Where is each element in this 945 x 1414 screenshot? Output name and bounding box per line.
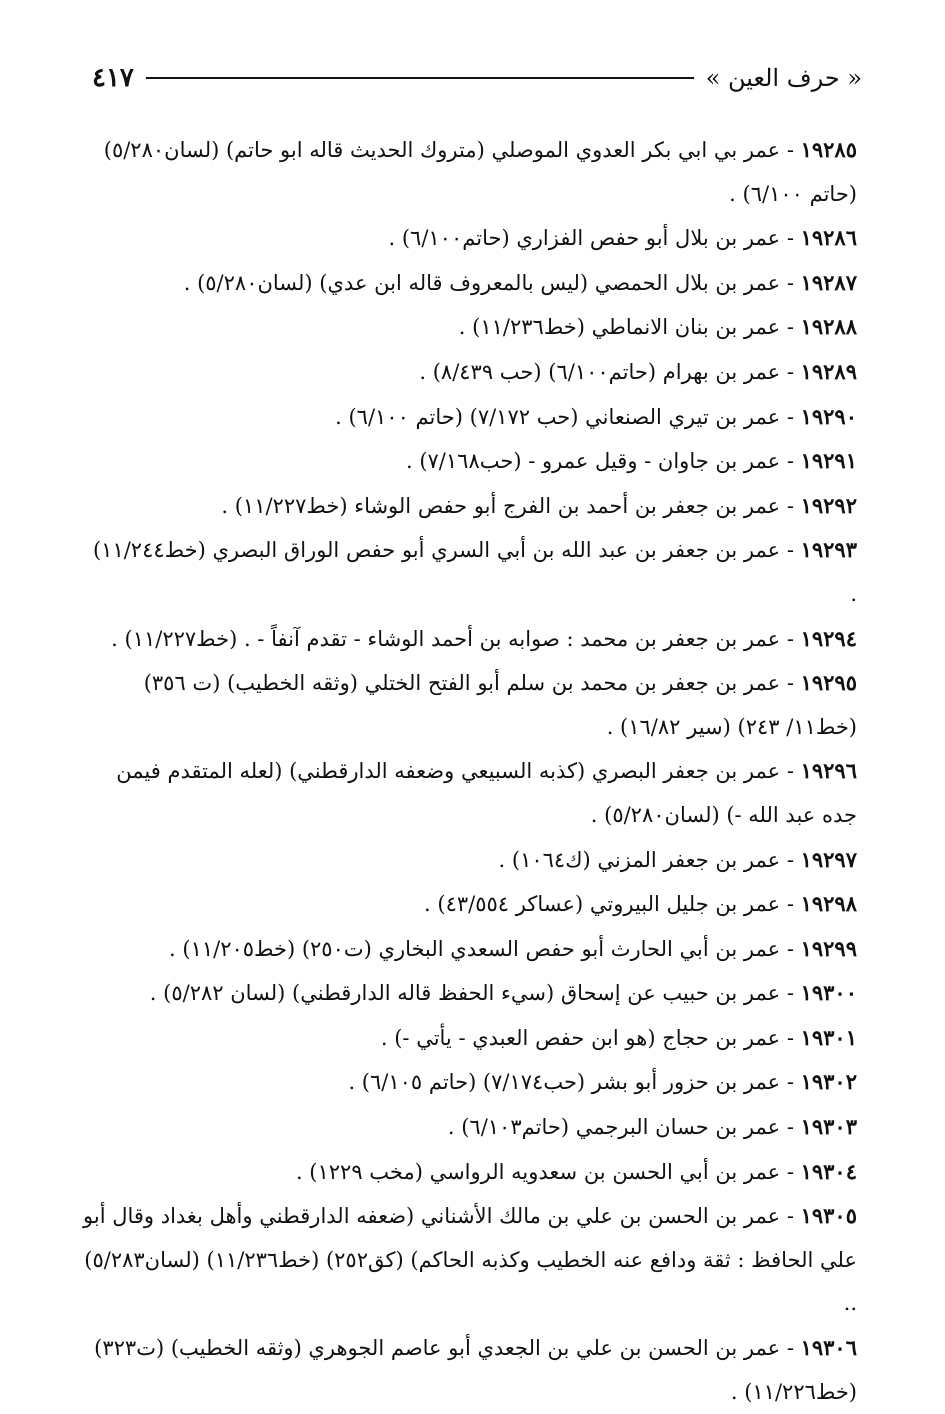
entry-text: عمر بن الحسن بن علي بن مالك الأشناني (ضعفه الدارقطني وأهل بغداد وقال أبو علي الحافظ : ثقة ودافع عنه الخطيب وكذبه الحاكم) (كق٢٥٢) (خط١١/٢٣٦) (لسان٥/٢٨٣) .. [83,1204,857,1316]
entry-number: ١٩٣٠٤ [800,1158,857,1184]
list-item: ١٩٢٩٣ - عمر بن جعفر بن عبد الله بن أبي السري أبو حفص الوراق البصري (خط١١/٢٤٤) . [92,537,857,606]
entry-number: ١٩٢٨٦ [800,225,857,251]
list-item: ١٩٢٩٦ - عمر بن جعفر البصري (كذبه السبيعي وضعفه الدارقطني) (لعله المتقدم فيمن جده عبد الله -) (لسان٥/٢٨٠) . [116,758,857,827]
entry-number: ١٩٣٠٦ [800,1335,857,1361]
entry-text: عمر بن بلال أبو حفص الفزاري (حاتم٦/١٠٠) . [388,226,781,251]
entry-number: ١٩٢٨٧ [800,269,857,295]
entry-text: عمر بن حجاج (هو ابن حفص العبدي - يأتي -) . [380,1025,781,1050]
section-title: « حرف العين » [705,64,862,92]
list-item: ١٩٢٨٥ - عمر بي ابي بكر العدوي الموصلي (متروك الحديث قاله ابو حاتم) (لسان٥/٢٨٠) (حاتم ٦/١٠٠) . [103,137,857,206]
entry-text: عمر بن بلال الحمصي (ليس بالمعروف قاله ابن عدي) (لسان٥/٢٨٠) . [183,270,781,295]
entry-text: عمر بن جعفر بن محمد بن سلم أبو الفتح الختلي (وثقه الخطيب) (ت ٣٥٦) (خط١١/ ٢٤٣) (سير ١٦/٨٢) . [143,671,857,739]
entry-text: عمر بن حزور أبو بشر (حب٧/١٧٤) (حاتم ٦/١٠٥) . [348,1070,781,1095]
list-item: ١٩٣٠٢ - عمر بن حزور أبو بشر (حب٧/١٧٤) (حاتم ٦/١٠٥) . [348,1069,857,1095]
entry-text: عمر بن جعفر المزني (ك١٠٦٤) . [498,847,781,872]
entry-number: ١٩٢٩٦ [800,758,857,784]
list-item: ١٩٢٩٩ - عمر بن أبي الحارث أبو حفص السعدي البخاري (ت٢٥٠) (خط١١/٢٠٥) . [169,935,857,961]
list-item: ١٩٢٩٠ - عمر بن تيري الصنعاني (حب ٧/١٧٢) (حاتم ٦/١٠٠) . [335,403,857,429]
entry-number: ١٩٢٨٩ [800,358,857,384]
entry-number: ١٩٢٩٠ [800,403,857,429]
list-item: ١٩٢٩٥ - عمر بن جعفر بن محمد بن سلم أبو الفتح الختلي (وثقه الخطيب) (ت ٣٥٦) (خط١١/ ٢٤٣) (سير ١٦/٨٢) . [143,670,857,739]
entry-number: ١٩٢٩٢ [800,492,857,518]
entry-text: عمر بن حسان البرجمي (حاتم٦/١٠٣) . [447,1115,781,1140]
list-item: ١٩٣٠٦ - عمر بن الحسن بن علي بن الجعدي أبو عاصم الجوهري (وثقه الخطيب) (ت٣٢٣) (خط١١/٢٢٦) . [94,1335,857,1404]
list-item: ١٩٢٨٨ - عمر بن بنان الانماطي (خط١١/٢٣٦) . [458,314,857,340]
list-item: ١٩٣٠٥ - عمر بن الحسن بن علي بن مالك الأشناني (ضعفه الدارقطني وأهل بغداد وقال أبو علي الحافظ : ثقة ودافع عنه الخطيب وكذبه الحاكم) (كق٢٥٢) (خط١١/٢٣٦) (لسان٥/٢٨٣) .. [83,1203,857,1316]
entry-text: عمر بن أبي الحارث أبو حفص السعدي البخاري (ت٢٥٠) (خط١١/٢٠٥) . [169,936,781,961]
entry-number: ١٩٢٩٧ [800,846,857,872]
entry-number: ١٩٣٠٢ [800,1069,857,1095]
entry-text: عمر بن بهرام (حاتم٦/١٠٠) (حب ٨/٤٣٩) . [419,359,781,384]
entry-text: عمر بن جعفر بن محمد : صوابه بن أحمد الوشاء - تقدم آنفاً - . (خط١١/٢٢٧) . [111,626,781,651]
entry-text: عمر بن جاوان - وقيل عمرو - (حب٧/١٦٨) . [405,449,781,474]
entry-number: ١٩٣٠١ [800,1024,857,1050]
entry-number: ١٩٢٨٥ [800,137,857,162]
entry-text: عمر بن تيري الصنعاني (حب ٧/١٧٢) (حاتم ٦/١٠٠) . [335,404,781,429]
list-item: ١٩٢٨٩ - عمر بن بهرام (حاتم٦/١٠٠) (حب ٨/٤٣٩) . [419,358,857,384]
entry-text: عمر بن جليل البيروتي (عساكر ٤٣/٥٥٤) . [424,892,781,917]
entry-number: ١٩٢٩١ [800,448,857,474]
entry-number: ١٩٢٩٥ [800,670,857,696]
list-item: ١٩٢٩١ - عمر بن جاوان - وقيل عمرو - (حب٧/١٦٨) . [405,448,857,474]
list-item: ١٩٣٠١ - عمر بن حجاج (هو ابن حفص العبدي - يأتي -) . [380,1024,857,1050]
list-item: ١٩٢٨٦ - عمر بن بلال أبو حفص الفزاري (حاتم٦/١٠٠) . [388,225,857,251]
entry-text: عمر بي ابي بكر العدوي الموصلي (متروك الحديث قاله ابو حاتم) (لسان٥/٢٨٠) (حاتم ٦/١٠٠) . [103,138,857,206]
list-item: ١٩٣٠٣ - عمر بن حسان البرجمي (حاتم٦/١٠٣) . [447,1114,857,1140]
list-item: ١٩٢٨٧ - عمر بن بلال الحمصي (ليس بالمعروف قاله ابن عدي) (لسان٥/٢٨٠) . [183,269,857,295]
entries-list [82,128,857,1414]
entry-text: عمر بن أبي الحسن بن سعدويه الرواسي (مخب ١٢٢٩) . [295,1159,781,1184]
list-item: ١٩٢٩٤ - عمر بن جعفر بن محمد : صوابه بن أحمد الوشاء - تقدم آنفاً - . (خط١١/٢٢٧) . [111,625,857,651]
list-item: ١٩٣٠٠ - عمر بن حبيب عن إسحاق (سيء الحفظ قاله الدارقطني) (لسان ٥/٢٨٢) . [149,980,857,1006]
entry-number: ١٩٢٨٨ [800,314,857,340]
entry-number: ١٩٣٠٣ [800,1114,857,1140]
list-item: ١٩٢٩٢ - عمر بن جعفر بن أحمد بن الفرج أبو حفص الوشاء (خط١١/٢٢٧) . [221,492,857,518]
entry-number: ١٩٣٠٠ [800,980,857,1006]
list-item: ١٩٣٠٤ - عمر بن أبي الحسن بن سعدويه الرواسي (مخب ١٢٢٩) . [295,1158,857,1184]
list-item: ١٩٢٩٨ - عمر بن جليل البيروتي (عساكر ٤٣/٥٥٤) . [424,891,857,917]
entry-text: عمر بن جعفر البصري (كذبه السبيعي وضعفه الدارقطني) (لعله المتقدم فيمن جده عبد الله -) (لسان٥/٢٨٠) . [116,759,857,827]
entry-text: عمر بن حبيب عن إسحاق (سيء الحفظ قاله الدارقطني) (لسان ٥/٢٨٢) . [149,981,781,1006]
entry-text: عمر بن جعفر بن عبد الله بن أبي السري أبو حفص الوراق البصري (خط١١/٢٤٤) . [92,538,857,606]
entry-number: ١٩٣٠٥ [800,1203,857,1229]
list-item: ١٩٢٩٧ - عمر بن جعفر المزني (ك١٠٦٤) . [498,846,857,872]
entry-number: ١٩٢٩٩ [800,935,857,961]
page-header [92,58,862,98]
entry-number: ١٩٢٩٣ [800,537,857,563]
entry-text: عمر بن الحسن بن علي بن الجعدي أبو عاصم الجوهري (وثقه الخطيب) (ت٣٢٣) (خط١١/٢٢٦) . [94,1336,857,1404]
page-number: ٤١٧ [92,63,134,93]
entry-number: ١٩٢٩٨ [800,891,857,917]
entry-text: عمر بن بنان الانماطي (خط١١/٢٣٦) . [458,315,781,340]
entry-number: ١٩٢٩٤ [800,625,857,651]
header-rule [146,77,694,79]
entry-text: عمر بن جعفر بن أحمد بن الفرج أبو حفص الوشاء (خط١١/٢٢٧) . [221,493,781,518]
